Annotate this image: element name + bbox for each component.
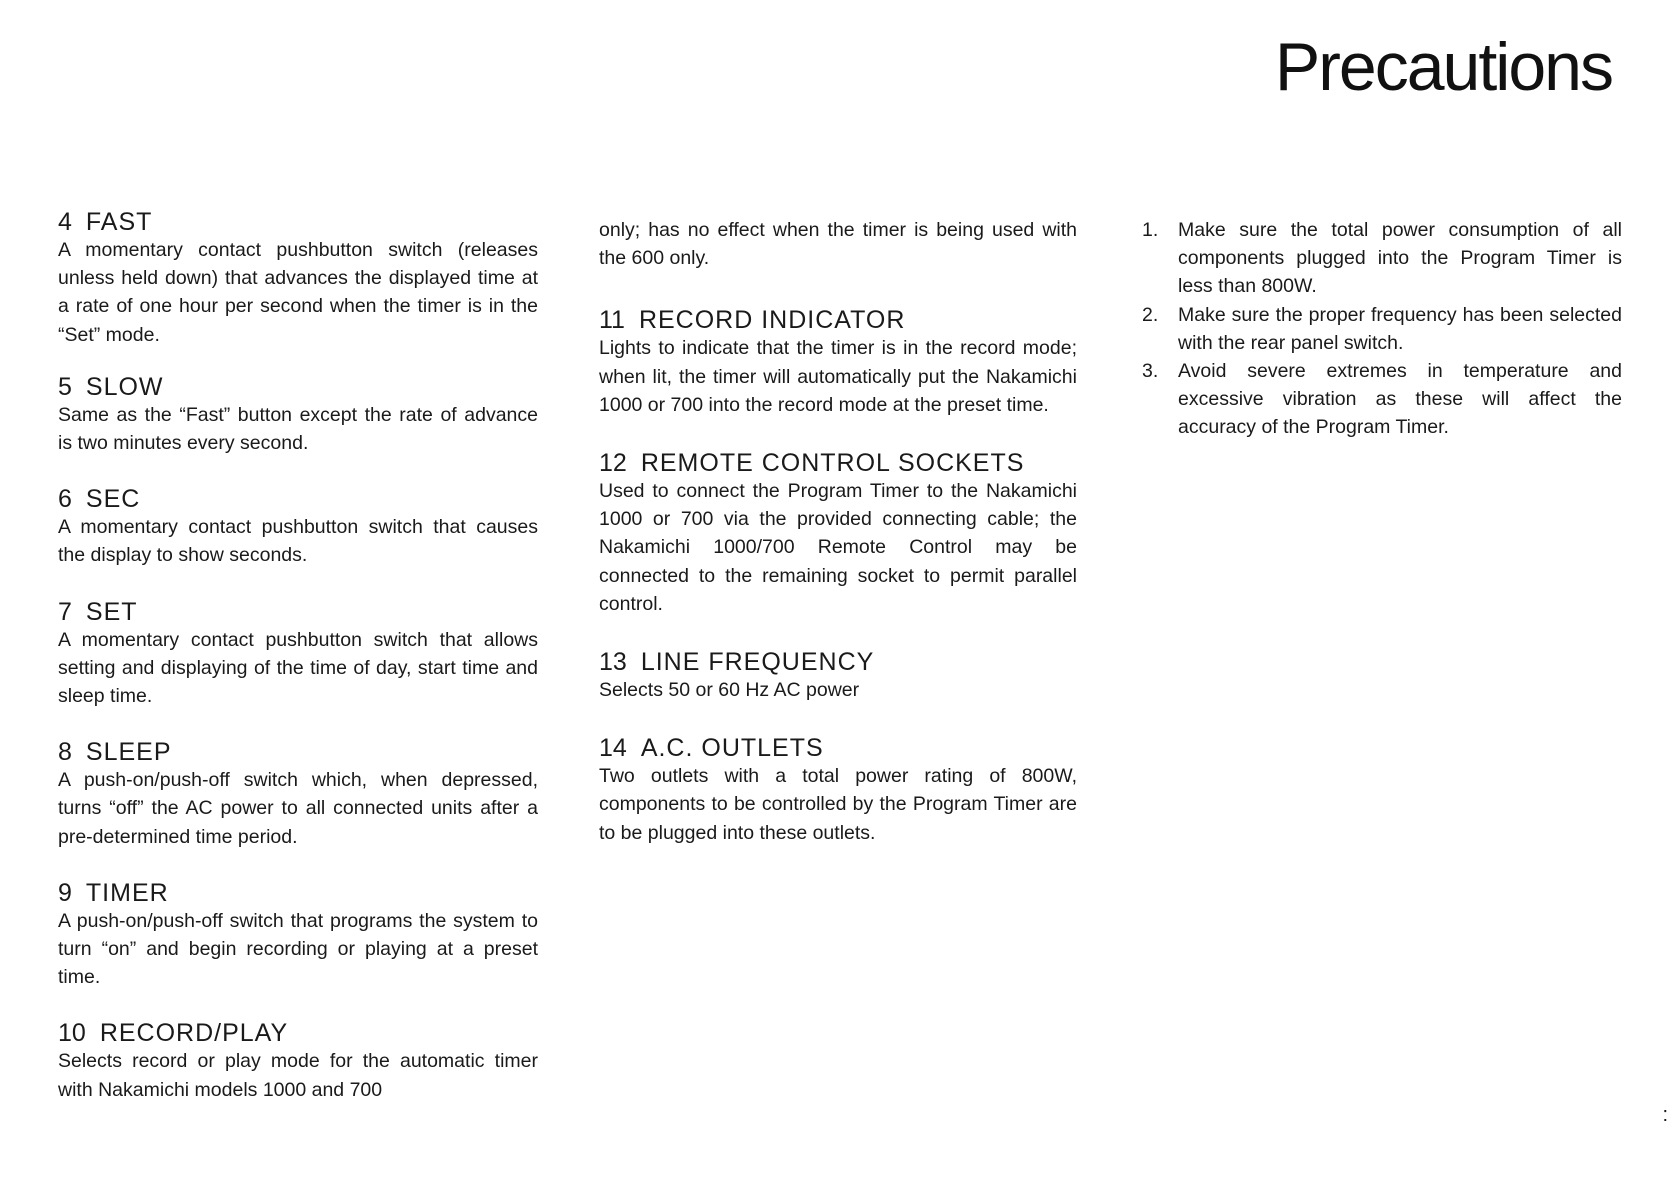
precaution-text: Make sure the total power consumption of all components plugged into the Program Timer is less than 800W. <box>1178 219 1622 298</box>
entry-number: 8 <box>58 738 72 767</box>
entry-timer <box>58 879 538 992</box>
entry-body: Selects record or play mode for the automatic timer with Nakamichi models 1000 and 700 <box>58 1050 538 1101</box>
entry-title <box>599 449 1077 477</box>
entry-number: 4 <box>58 208 72 236</box>
entry-body: A momentary contact pushbutton switch that allows setting and displaying of the time of day, start time and sleep time. <box>58 628 538 708</box>
precaution-number: 1. <box>1142 219 1159 241</box>
entry-fast <box>58 208 538 349</box>
entry-ac-outlets <box>599 734 1077 847</box>
entry-heading: SET <box>85 597 138 626</box>
continued-text: only; has no effect when the timer is being used with the 600 only. <box>599 219 1077 270</box>
precaution-text: Avoid severe extremes in temperature and excessive vibration as these will affect the accuracy of the Program Timer. <box>1178 360 1622 439</box>
entry-record-play <box>58 1019 538 1103</box>
entry-number: 13 <box>599 648 627 677</box>
entry-remote-control-sockets <box>599 449 1077 618</box>
precaution-item <box>1142 301 1622 357</box>
page-title: Precautions <box>1274 29 1612 105</box>
entry-number: 11 <box>599 306 625 335</box>
entry-slow <box>58 373 538 457</box>
entry-body: Same as the “Fast” button except the rate of advance is two minutes every second. <box>58 403 538 455</box>
entry-heading: SLOW <box>85 372 164 401</box>
precaution-item <box>1142 357 1622 442</box>
entry-heading: SLEEP <box>85 738 172 767</box>
entry-number: 9 <box>58 878 72 907</box>
entry-body: Two outlets with a total power rating of 800W, components to be controlled by the Program Timer are to be plugged into these outlets. <box>599 765 1077 844</box>
entry-heading: LINE FREQUENCY <box>640 648 875 677</box>
entry-set <box>58 598 538 711</box>
left-column <box>58 208 538 1132</box>
entry-line-frequency <box>599 648 1077 704</box>
entry-title <box>58 1019 538 1047</box>
entry-number: 6 <box>58 485 72 514</box>
entry-sleep <box>58 738 538 851</box>
entry-body: A momentary contact pushbutton switch (releases unless held down) that advances the displayed time at a rate of one hour per second when the timer is in the “Set” mode. <box>58 239 538 346</box>
entry-title <box>58 485 538 513</box>
entry-title <box>599 734 1077 762</box>
entry-heading: SEC <box>85 485 141 514</box>
entry-record-indicator <box>599 306 1077 419</box>
entry-heading: A.C. OUTLETS <box>640 734 824 763</box>
entry-body: Used to connect the Program Timer to the Nakamichi 1000 or 700 via the provided connecting cable; the Nakamichi 1000/700 Remote Control may be connected to the remaining socket to permit parallel control. <box>599 480 1077 615</box>
entry-title <box>599 306 1077 334</box>
entry-body: Selects 50 or 60 Hz AC power <box>599 679 860 702</box>
entry-heading: RECORD INDICATOR <box>638 306 906 335</box>
entry-title <box>58 598 538 626</box>
entry-title <box>58 879 538 907</box>
middle-column <box>599 216 1077 877</box>
entry-heading: RECORD/PLAY <box>99 1019 289 1048</box>
entry-sec <box>58 485 538 569</box>
entry-body: A push-on/push-off switch that programs the system to turn “on” and begin recording or playing at a preset time. <box>58 909 538 989</box>
precaution-number: 2. <box>1142 303 1159 326</box>
entry-body: A momentary contact pushbutton switch that causes the display to show seconds. <box>58 516 538 567</box>
page-corner-mark: : <box>1662 1104 1668 1126</box>
entry-number: 14 <box>599 734 627 763</box>
entry-title <box>58 738 538 766</box>
entry-heading: TIMER <box>85 878 169 907</box>
entry-number: 10 <box>58 1019 86 1048</box>
entry-heading: REMOTE CONTROL SOCKETS <box>640 449 1025 478</box>
precaution-text: Make sure the proper frequency has been selected with the rear panel switch. <box>1178 303 1622 354</box>
entry-number: 7 <box>58 597 72 626</box>
precaution-item <box>1142 216 1622 301</box>
entry-body: A push-on/push-off switch which, when depressed, turns “off” the AC power to all connected units after a pre-determined time period. <box>58 769 538 848</box>
precaution-number: 3. <box>1142 360 1159 383</box>
precautions-column <box>1142 216 1622 442</box>
entry-body: Lights to indicate that the timer is in the record mode; when lit, the timer will automatically put the Nakamichi 1000 or 700 into the record mode at the preset time. <box>599 337 1077 416</box>
entry-number: 12 <box>599 449 627 478</box>
precautions-list <box>1142 216 1622 442</box>
entry-number: 5 <box>58 372 72 401</box>
entry-title <box>58 208 538 236</box>
entry-title <box>599 648 1077 676</box>
entry-heading: FAST <box>85 208 153 236</box>
entry-title <box>58 373 538 401</box>
